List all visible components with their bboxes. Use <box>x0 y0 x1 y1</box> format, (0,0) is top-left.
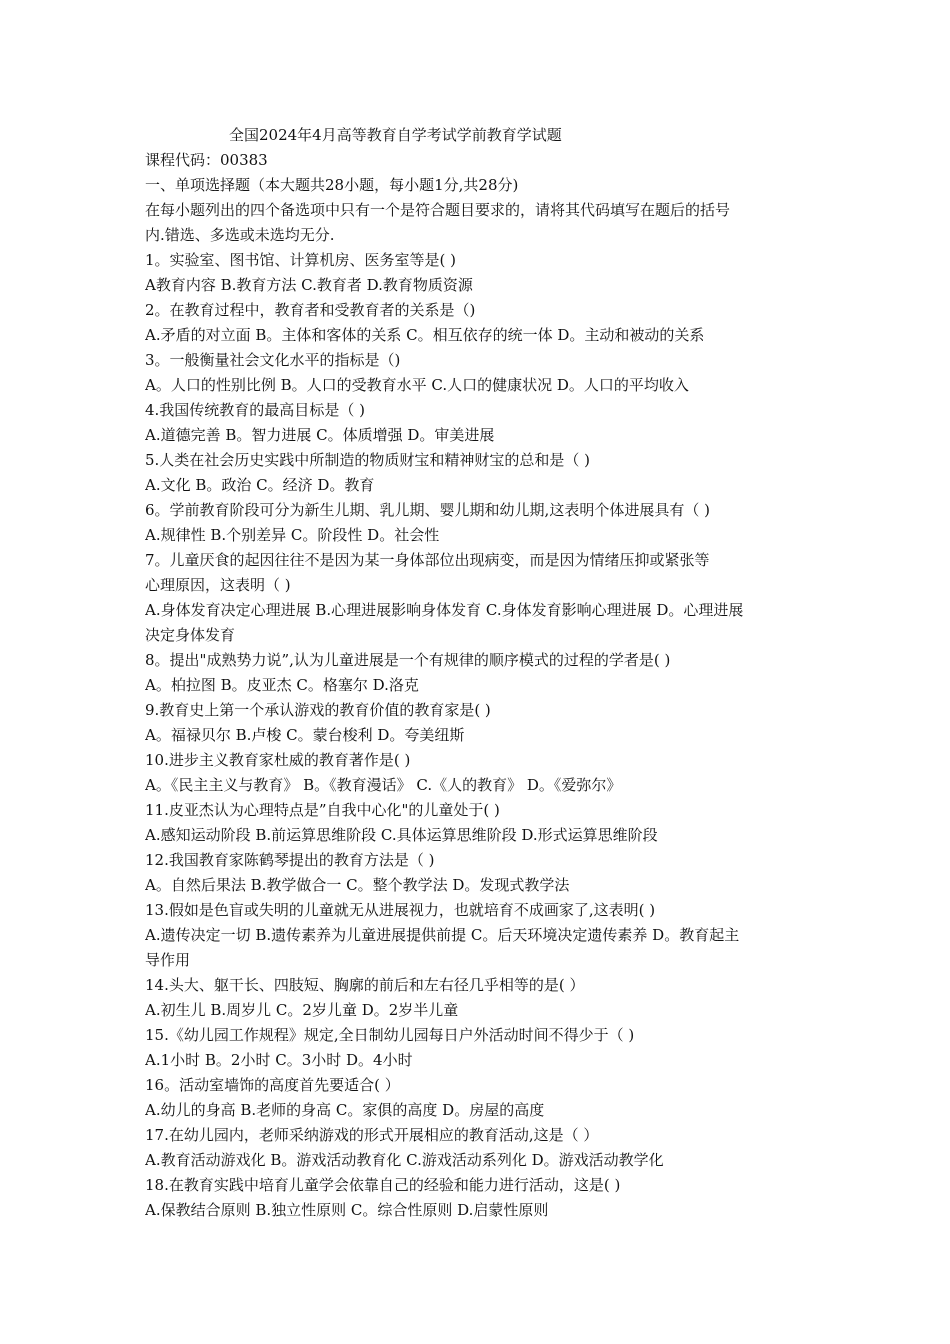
question-item <box>145 698 815 748</box>
question-item <box>145 398 815 448</box>
question-stem: 13.假如是色盲或失明的儿童就无从进展视力，也就培育不成画家了,这表明( ) <box>145 901 656 919</box>
answer-options: A.感知运动阶段 B.前运算思维阶段 C.具体运算思维阶段 D.形式运算思维阶段 <box>145 826 658 844</box>
question-item <box>145 1173 815 1223</box>
question-item <box>145 448 815 498</box>
exam-document <box>145 123 815 1223</box>
question-item <box>145 848 815 898</box>
question-stem: 12.我国教育家陈鹤琴提出的教育方法是（ ) <box>145 851 435 869</box>
answer-options: A.1小时 B。2小时 C。3小时 D。4小时 <box>145 1051 413 1069</box>
section-heading: 一、单项选择题（本大题共28小题，每小题1分,共28分) <box>145 176 519 194</box>
question-item <box>145 973 815 1023</box>
answer-options: A.道德完善 B。智力进展 C。体质增强 D。审美进展 <box>145 426 495 444</box>
question-stem: 4.我国传统教育的最高目标是（ ) <box>145 401 365 419</box>
question-item <box>145 1073 815 1123</box>
question-item <box>145 548 815 648</box>
question-item <box>145 298 815 348</box>
question-stem: 6。学前教育阶段可分为新生儿期、乳儿期、婴儿期和幼儿期,这表明个体进展具有（ ) <box>145 501 710 519</box>
question-stem: 15.《幼儿园工作规程》规定,全日制幼儿园每日户外活动时间不得少于（ ) <box>145 1026 635 1044</box>
answer-options: A.遗传决定一切 B.遗传素养为儿童进展提供前提 C。后天环境决定遗传素养 D。教育起主 <box>145 926 740 944</box>
question-stem: 1。实验室、图书馆、计算机房、医务室等是( ) <box>145 251 457 269</box>
answer-options: A。人口的性别比例 B。人口的受教育水平 C.人口的健康状况 D。人口的平均收入 <box>145 376 689 394</box>
question-stem: 3。一般衡量社会文化水平的指标是（) <box>145 351 401 369</box>
question-stem: 16。活动室墙饰的高度首先要适合( ） <box>145 1076 400 1094</box>
question-stem: 14.头大、躯干长、四肢短、胸廓的前后和左右径几乎相等的是( ） <box>145 976 585 994</box>
question-stem: 5.人类在社会历史实践中所制造的物质财宝和精神财宝的总和是（ ) <box>145 451 590 469</box>
course-code: 课程代码：00383 <box>145 151 268 169</box>
question-item <box>145 1123 815 1173</box>
question-item <box>145 798 815 848</box>
answer-options: A.幼儿的身高 B.老师的身高 C。家俱的高度 D。房屋的高度 <box>145 1101 545 1119</box>
question-stem: 8。提出"成熟势力说”,认为儿童进展是一个有规律的顺序模式的过程的学者是( ) <box>145 651 671 669</box>
answer-options: A.教育活动游戏化 B。游戏活动教育化 C.游戏活动系列化 D。游戏活动教学化 <box>145 1151 664 1169</box>
question-stem: 7。儿童厌食的起因往往不是因为某一身体部位出现病变，而是因为情绪压抑或紧张等 <box>145 551 710 569</box>
answer-options: A。自然后果法 B.教学做合一 C。整个教学法 D。发现式教学法 <box>145 876 570 894</box>
answer-options: A。《民主主义与教育》 B。《教育漫话》 C.《人的教育》 D。《爱弥尔》 <box>145 776 622 794</box>
answer-options: A.文化 B。政治 C。经济 D。教育 <box>145 476 375 494</box>
question-stem: 10.进步主义教育家杜威的教育著作是( ) <box>145 751 411 769</box>
answer-options: A.矛盾的对立面 B。主体和客体的关系 C。相互依存的统一体 D。主动和被动的关系 <box>145 326 705 344</box>
question-stem: 18.在教育实践中培育儿童学会依靠自己的经验和能力进行活动，这是( ) <box>145 1176 621 1194</box>
answer-options: 导作用 <box>145 951 191 969</box>
question-item <box>145 348 815 398</box>
question-item <box>145 748 815 798</box>
question-item <box>145 498 815 548</box>
answer-options: A.初生儿 B.周岁儿 C。2岁儿童 D。2岁半儿童 <box>145 1001 459 1019</box>
question-item <box>145 648 815 698</box>
question-stem: 心理原因，这表明（ ) <box>145 576 291 594</box>
instructions <box>145 198 815 248</box>
question-stem: 9.教育史上第一个承认游戏的教育价值的教育家是( ) <box>145 701 491 719</box>
question-item <box>145 248 815 298</box>
question-list <box>145 248 815 1223</box>
question-item <box>145 1023 815 1073</box>
exam-title: 全国2024年4月高等教育自学考试学前教育学试题 <box>229 126 562 144</box>
question-item <box>145 898 815 973</box>
question-stem: 2。在教育过程中，教育者和受教育者的关系是（) <box>145 301 476 319</box>
question-stem: 11.皮亚杰认为心理特点是”自我中心化"的儿童处于( ) <box>145 801 500 819</box>
answer-options: A教育内容 B.教育方法 C.教育者 D.教育物质资源 <box>145 276 473 294</box>
answer-options: A。柏拉图 B。皮亚杰 C。格塞尔 D.洛克 <box>145 676 419 694</box>
answer-options: A.保教结合原则 B.独立性原则 C。综合性原则 D.启蒙性原则 <box>145 1201 549 1219</box>
answer-options: A.规律性 B.个别差异 C。阶段性 D。社会性 <box>145 526 440 544</box>
answer-options: A。福禄贝尔 B.卢梭 C。蒙台梭利 D。夸美纽斯 <box>145 726 465 744</box>
instruction-line: 内.错选、多选或未选均无分. <box>145 226 335 244</box>
answer-options: 决定身体发育 <box>145 626 236 644</box>
answer-options: A.身体发育决定心理进展 B.心理进展影响身体发育 C.身体发育影响心理进展 D。心理进展 <box>145 601 744 619</box>
instruction-line: 在每小题列出的四个备选项中只有一个是符合题目要求的，请将其代码填写在题后的括号 <box>145 201 731 219</box>
question-stem: 17.在幼儿园内，老师采纳游戏的形式开展相应的教育活动,这是（ ） <box>145 1126 599 1144</box>
